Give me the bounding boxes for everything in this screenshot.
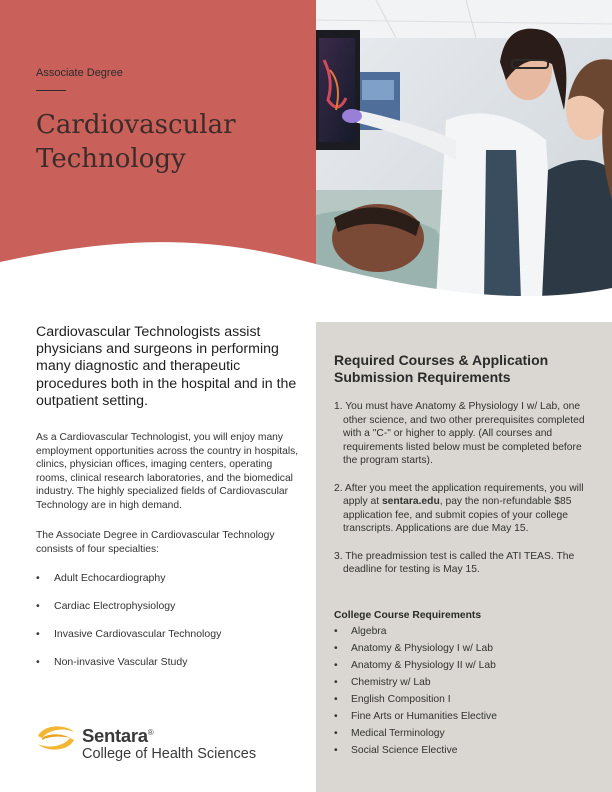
list-item: • Anatomy & Physiology I w/ Lab — [334, 642, 596, 659]
application-steps — [334, 400, 586, 591]
list-item: • Algebra — [334, 625, 596, 642]
course-list — [334, 625, 596, 761]
page-title — [36, 108, 306, 176]
employment-paragraph: As a Cardiovascular Technologist, you will enjoy many employment opportunities across the country in hospitals, clinics, physician offices, imaging centers, operating rooms, clinical research laboratories, and the biomedical industry. The highly specialized fields of Cardiovascular Technology are in high demand. — [36, 432, 299, 511]
list-item: • Adult Echocardiography — [36, 570, 300, 598]
list-item: • Social Science Elective — [334, 744, 596, 761]
logo-wordmark: Sentara® — [82, 725, 154, 746]
list-item: • Invasive Cardiovascular Technology — [36, 626, 300, 654]
list-item: • English Composition I — [334, 693, 596, 710]
list-item: • Anatomy & Physiology II w/ Lab — [334, 659, 596, 676]
list-item: • Fine Arts or Humanities Elective — [334, 710, 596, 727]
degree-eyebrow: Associate Degree — [36, 67, 123, 79]
hero-wave — [0, 210, 612, 300]
list-item: • Non-invasive Vascular Study — [36, 654, 300, 682]
step-2: 2. After you meet the application requirements, you will apply at sentara.edu, pay the non-refundable $85 application fee, and submit copies of your college transcripts. Applications are due May 15. — [334, 482, 584, 534]
sentara-logo — [36, 726, 276, 770]
title-line-1: Cardiovascular — [36, 110, 236, 140]
title-line-2: Technology — [36, 144, 186, 174]
list-item: • Medical Terminology — [334, 727, 596, 744]
requirements-panel — [316, 322, 612, 792]
step-1: 1. You must have Anatomy & Physiology I w/ Lab, one other science, and two other prerequisites completed with a "C-" or higher to apply. (All courses and requirements listed below must be completed before the program starts). — [334, 401, 585, 466]
eyebrow-divider — [36, 90, 66, 91]
requirements-title: Required Courses & Application Submission Requirements — [334, 352, 549, 385]
list-item: • Chemistry w/ Lab — [334, 676, 596, 693]
intro-text: Cardiovascular Technologists assist physicians and surgeons in performing many diagnostic and therapeutic procedures both in the hospital and in the outpatient setting. — [36, 324, 297, 409]
course-requirements-title: College Course Requirements — [334, 610, 482, 621]
website-link[interactable]: sentara.edu — [381, 496, 440, 507]
hero-banner — [0, 0, 612, 300]
step-3: 3. The preadmission test is called the ATI TEAS. The deadline for testing is May 15. — [334, 550, 575, 575]
specialties-list — [36, 570, 300, 682]
list-item: • Cardiac Electrophysiology — [36, 598, 300, 626]
specialties-intro: The Associate Degree in Cardiovascular Technology consists of four specialties: — [36, 530, 275, 555]
sentara-swoosh-icon — [36, 726, 76, 750]
logo-subtitle: College of Health Sciences — [82, 746, 257, 762]
